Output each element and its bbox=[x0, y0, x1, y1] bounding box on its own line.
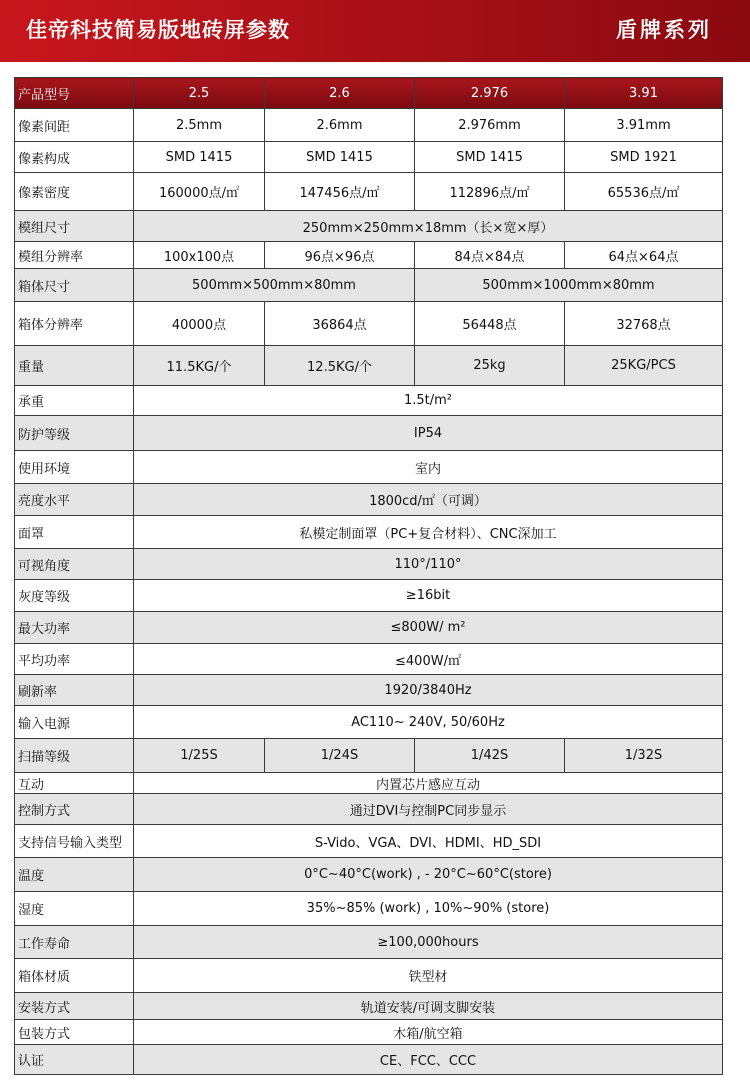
value-cell: 25kg bbox=[415, 346, 565, 386]
value-cell: 0°C~40°C(work) , - 20°C~60°C(store) bbox=[134, 858, 723, 892]
value-cell: ≤400W/㎡ bbox=[134, 644, 723, 675]
table-row bbox=[15, 858, 723, 892]
table-row bbox=[15, 109, 723, 142]
table-row bbox=[15, 993, 723, 1020]
table-row bbox=[15, 549, 723, 580]
value-cell: 250mm×250mm×18mm（长×宽×厚） bbox=[134, 211, 723, 242]
table-row bbox=[15, 959, 723, 993]
row-label: 产品型号 bbox=[15, 78, 134, 109]
value-cell: 3.91mm bbox=[565, 109, 723, 142]
value-cell: 11.5KG/个 bbox=[134, 346, 265, 386]
row-label: 重量 bbox=[15, 346, 134, 386]
value-cell: SMD 1415 bbox=[415, 142, 565, 173]
value-cell: 铁型材 bbox=[134, 959, 723, 993]
table-row bbox=[15, 825, 723, 858]
row-label: 面罩 bbox=[15, 516, 134, 549]
value-cell: 轨道安装/可调支脚安装 bbox=[134, 993, 723, 1020]
row-label: 包装方式 bbox=[15, 1020, 134, 1045]
row-label: 模组分辨率 bbox=[15, 242, 134, 269]
table-row bbox=[15, 926, 723, 959]
value-cell: 私模定制面罩（PC+复合材料）、CNC深加工 bbox=[134, 516, 723, 549]
row-label: 箱体尺寸 bbox=[15, 269, 134, 302]
value-cell: ≤800W/ m² bbox=[134, 612, 723, 644]
value-cell: 84点×84点 bbox=[415, 242, 565, 269]
row-label: 认证 bbox=[15, 1045, 134, 1075]
value-cell: SMD 1921 bbox=[565, 142, 723, 173]
table-row bbox=[15, 451, 723, 484]
row-label: 工作寿命 bbox=[15, 926, 134, 959]
series-label: 盾牌系列 bbox=[616, 18, 712, 42]
value-cell: 1/42S bbox=[415, 739, 565, 773]
row-label: 模组尺寸 bbox=[15, 211, 134, 242]
value-cell: 35%~85% (work) , 10%~90% (store) bbox=[134, 892, 723, 926]
value-cell: 100x100点 bbox=[134, 242, 265, 269]
model-cell: 2.976 bbox=[415, 78, 565, 109]
row-label: 亮度水平 bbox=[15, 484, 134, 516]
row-label: 输入电源 bbox=[15, 706, 134, 739]
table-row bbox=[15, 644, 723, 675]
table-row bbox=[15, 794, 723, 825]
value-cell: 112896点/㎡ bbox=[415, 173, 565, 211]
row-label: 防护等级 bbox=[15, 416, 134, 451]
row-label: 最大功率 bbox=[15, 612, 134, 644]
value-cell: 1800cd/㎡（可调） bbox=[134, 484, 723, 516]
row-label: 温度 bbox=[15, 858, 134, 892]
value-cell: 12.5KG/个 bbox=[265, 346, 415, 386]
row-label: 像素构成 bbox=[15, 142, 134, 173]
row-label: 像素间距 bbox=[15, 109, 134, 142]
table-row bbox=[15, 1020, 723, 1045]
value-cell: 500mm×500mm×80mm bbox=[134, 269, 415, 302]
value-cell: 1/24S bbox=[265, 739, 415, 773]
value-cell: 1/32S bbox=[565, 739, 723, 773]
value-cell: 40000点 bbox=[134, 302, 265, 346]
value-cell: 内置芯片感应互动 bbox=[134, 773, 723, 794]
value-cell: 56448点 bbox=[415, 302, 565, 346]
table-row bbox=[15, 1045, 723, 1075]
table-row bbox=[15, 416, 723, 451]
value-cell: 室内 bbox=[134, 451, 723, 484]
row-label: 承重 bbox=[15, 386, 134, 416]
row-label: 箱体分辨率 bbox=[15, 302, 134, 346]
row-label: 控制方式 bbox=[15, 794, 134, 825]
table-row bbox=[15, 346, 723, 386]
value-cell: 通过DVI与控制PC同步显示 bbox=[134, 794, 723, 825]
row-label: 可视角度 bbox=[15, 549, 134, 580]
page-title: 佳帝科技简易版地砖屏参数 bbox=[26, 18, 290, 42]
row-label: 安装方式 bbox=[15, 993, 134, 1020]
row-label: 刷新率 bbox=[15, 675, 134, 706]
value-cell: ≥100,000hours bbox=[134, 926, 723, 959]
row-label: 像素密度 bbox=[15, 173, 134, 211]
model-cell: 3.91 bbox=[565, 78, 723, 109]
table-row bbox=[15, 516, 723, 549]
value-cell: CE、FCC、CCC bbox=[134, 1045, 723, 1075]
value-cell: IP54 bbox=[134, 416, 723, 451]
value-cell: 2.976mm bbox=[415, 109, 565, 142]
table-row bbox=[15, 211, 723, 242]
value-cell: 65536点/㎡ bbox=[565, 173, 723, 211]
table-row bbox=[15, 580, 723, 612]
table-row bbox=[15, 892, 723, 926]
value-cell: 2.5mm bbox=[134, 109, 265, 142]
table-row bbox=[15, 612, 723, 644]
value-cell: 36864点 bbox=[265, 302, 415, 346]
row-label: 平均功率 bbox=[15, 644, 134, 675]
spec-table bbox=[14, 77, 723, 1075]
value-cell: 160000点/㎡ bbox=[134, 173, 265, 211]
model-cell: 2.6 bbox=[265, 78, 415, 109]
table-row bbox=[15, 386, 723, 416]
value-cell: 1920/3840Hz bbox=[134, 675, 723, 706]
value-cell: 1/25S bbox=[134, 739, 265, 773]
value-cell: SMD 1415 bbox=[265, 142, 415, 173]
value-cell: 147456点/㎡ bbox=[265, 173, 415, 211]
value-cell: 32768点 bbox=[565, 302, 723, 346]
table-row bbox=[15, 773, 723, 794]
table-row bbox=[15, 142, 723, 173]
row-label: 箱体材质 bbox=[15, 959, 134, 993]
value-cell: 64点×64点 bbox=[565, 242, 723, 269]
row-label: 扫描等级 bbox=[15, 739, 134, 773]
table-row bbox=[15, 484, 723, 516]
table-row bbox=[15, 302, 723, 346]
model-cell: 2.5 bbox=[134, 78, 265, 109]
table-row bbox=[15, 269, 723, 302]
value-cell: AC110~ 240V, 50/60Hz bbox=[134, 706, 723, 739]
value-cell: ≥16bit bbox=[134, 580, 723, 612]
row-label: 湿度 bbox=[15, 892, 134, 926]
header-banner bbox=[0, 0, 750, 62]
value-cell: 2.6mm bbox=[265, 109, 415, 142]
row-label: 使用环境 bbox=[15, 451, 134, 484]
value-cell: 25KG/PCS bbox=[565, 346, 723, 386]
table-header-row bbox=[15, 78, 723, 109]
value-cell: 木箱/航空箱 bbox=[134, 1020, 723, 1045]
table-row bbox=[15, 675, 723, 706]
value-cell: S-Vido、VGA、DVI、HDMI、HD_SDI bbox=[134, 825, 723, 858]
row-label: 灰度等级 bbox=[15, 580, 134, 612]
value-cell: 110°/110° bbox=[134, 549, 723, 580]
value-cell: SMD 1415 bbox=[134, 142, 265, 173]
row-label: 互动 bbox=[15, 773, 134, 794]
value-cell: 500mm×1000mm×80mm bbox=[415, 269, 723, 302]
table-row bbox=[15, 706, 723, 739]
table-row bbox=[15, 242, 723, 269]
value-cell: 96点×96点 bbox=[265, 242, 415, 269]
row-label: 支持信号输入类型 bbox=[15, 825, 134, 858]
table-row bbox=[15, 739, 723, 773]
value-cell: 1.5t/m² bbox=[134, 386, 723, 416]
table-row bbox=[15, 173, 723, 211]
